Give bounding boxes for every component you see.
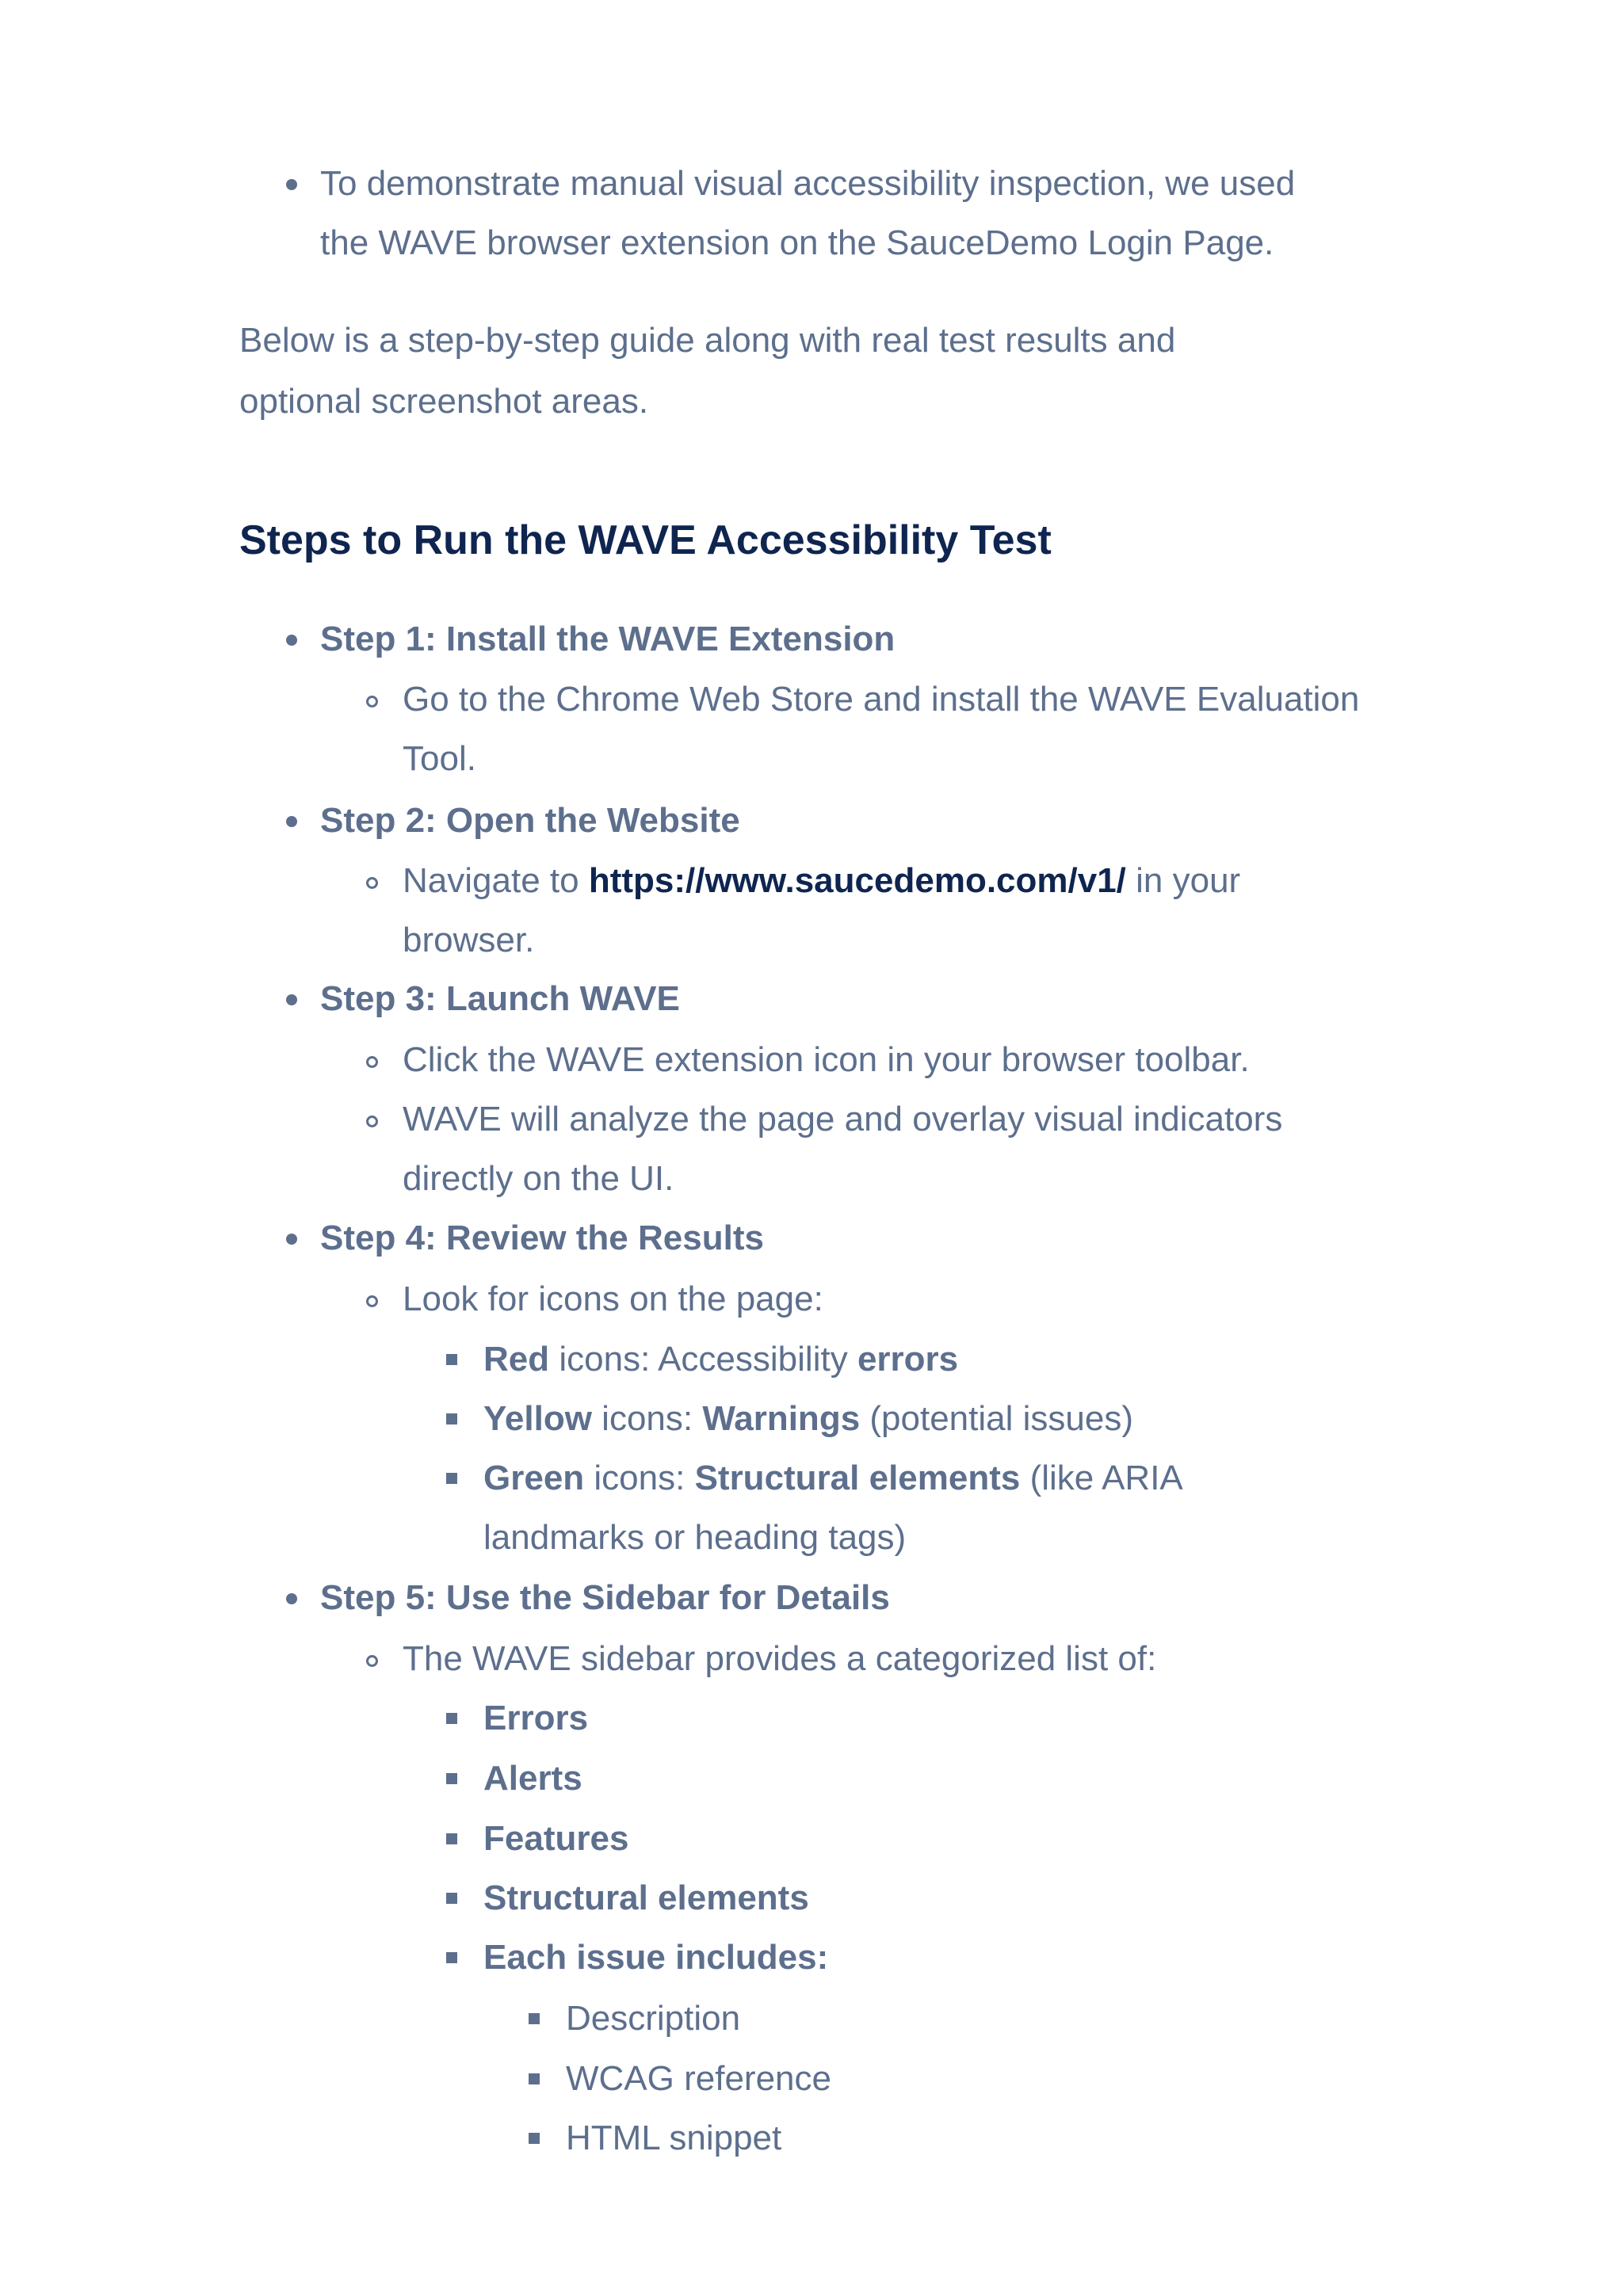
structural-elements-label: Structural elements: [694, 1459, 1021, 1497]
step-5-title: Step 5: Use the Sidebar for Details: [320, 1578, 890, 1617]
step-4-sub-1: Look for icons on the page:: [403, 1280, 823, 1318]
yellow-text-2: (potential issues): [860, 1399, 1133, 1438]
sub-sub-bullet-square: [446, 1354, 457, 1365]
green-label: Green: [483, 1459, 585, 1497]
detail-bullet-square: [529, 2073, 540, 2084]
step-3-sub-2-line-2: directly on the UI.: [403, 1159, 674, 1198]
sidebar-item-structural: Structural elements: [483, 1878, 809, 1917]
sidebar-item-features: Features: [483, 1819, 629, 1858]
green-text: icons:: [584, 1459, 695, 1497]
in-your-text: in your: [1125, 861, 1241, 900]
yellow-icons-item: [483, 1389, 1133, 1449]
sub-bullet-circle: [366, 877, 378, 889]
sub-sub-bullet-square: [446, 1713, 457, 1724]
step-3-title: Step 3: Launch WAVE: [320, 979, 680, 1018]
warnings-label: Warnings: [702, 1399, 861, 1438]
yellow-label: Yellow: [483, 1399, 592, 1438]
bullet-dot: [286, 1593, 297, 1604]
green-icons-item: [483, 1448, 1183, 1508]
sub-sub-bullet-square: [446, 1473, 457, 1484]
step-1-sub-line-1: Go to the Chrome Web Store and install the WAVE Evaluation: [403, 680, 1360, 719]
bullet-dot: [286, 816, 297, 827]
sub-bullet-circle: [366, 1295, 378, 1307]
detail-description: Description: [566, 1999, 741, 2038]
green-text-2: (like ARIA: [1020, 1459, 1183, 1497]
sub-bullet-circle: [366, 1116, 378, 1127]
bullet-dot: [286, 635, 297, 646]
detail-html-snippet: HTML snippet: [566, 2119, 782, 2157]
step-1-sub-line-2: Tool.: [403, 739, 476, 778]
step-5-sub-1: The WAVE sidebar provides a categorized list of:: [403, 1639, 1157, 1678]
step-1-title: Step 1: Install the WAVE Extension: [320, 620, 896, 658]
bullet-dot: [286, 179, 297, 190]
sub-sub-bullet-square: [446, 1952, 457, 1963]
detail-bullet-square: [529, 2013, 540, 2024]
red-label: Red: [483, 1340, 550, 1379]
detail-bullet-square: [529, 2133, 540, 2144]
intro-bullet-line-2: the WAVE browser extension on the SauceDemo Login Page.: [320, 223, 1274, 262]
step-3-sub-2-line-1: WAVE will analyze the page and overlay visual indicators: [403, 1100, 1283, 1138]
section-heading: Steps to Run the WAVE Accessibility Test: [239, 517, 1052, 563]
red-text: icons: Accessibility: [549, 1340, 857, 1379]
sub-sub-bullet-square: [446, 1893, 457, 1904]
intro-paragraph-line-2: optional screenshot areas.: [239, 382, 649, 421]
sidebar-item-alerts: Alerts: [483, 1759, 582, 1798]
step-4-title: Step 4: Review the Results: [320, 1219, 764, 1257]
bullet-dot: [286, 1234, 297, 1245]
step-2-sub-line-1: [403, 851, 1240, 911]
sub-bullet-circle: [366, 1056, 378, 1068]
saucedemo-link[interactable]: https://www.saucedemo.com/v1/: [588, 861, 1126, 900]
sub-bullet-circle: [366, 1655, 378, 1667]
sub-bullet-circle: [366, 696, 378, 707]
yellow-text: icons:: [591, 1399, 703, 1438]
step-2-sub-line-2: browser.: [403, 921, 535, 959]
sidebar-item-errors: Errors: [483, 1699, 589, 1737]
sub-sub-bullet-square: [446, 1413, 457, 1425]
green-icons-item-line-2: landmarks or heading tags): [483, 1518, 907, 1557]
step-2-title: Step 2: Open the Website: [320, 801, 740, 840]
sub-sub-bullet-square: [446, 1773, 457, 1784]
intro-bullet-line-1: To demonstrate manual visual accessibility inspection, we used: [320, 164, 1296, 203]
step-3-sub-1: Click the WAVE extension icon in your browser toolbar.: [403, 1040, 1250, 1079]
intro-paragraph-line-1: Below is a step-by-step guide along with real test results and: [239, 321, 1176, 360]
navigate-text: Navigate to: [403, 861, 589, 900]
detail-wcag-reference: WCAG reference: [566, 2059, 831, 2098]
sub-sub-bullet-square: [446, 1833, 457, 1844]
errors-label: errors: [857, 1340, 959, 1379]
red-icons-item: [483, 1329, 958, 1390]
bullet-dot: [286, 994, 297, 1005]
sidebar-item-each-issue: Each issue includes:: [483, 1938, 829, 1977]
